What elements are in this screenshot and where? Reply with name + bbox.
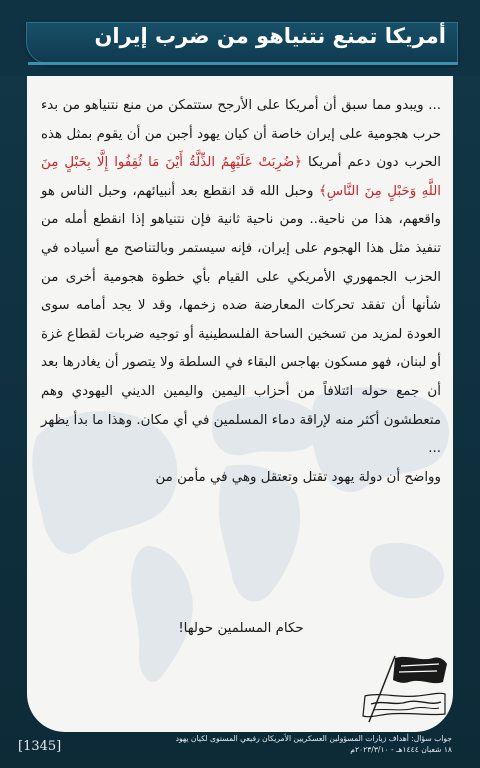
title-underline: [28, 62, 458, 65]
article-text-part2: وحبل الله قد انقطع بعد أنبيائهم، وحبل الناس هو واقعهم، هذا من ناحية.. ومن ناحية ثانية فإن نتنياهو إذا انقطع أمله من تنفيذ مثل هذا الهجوم على إيران، فإنه سيستمر وبالتناصح مع أسياده في الحزب الجمهوري الأمريكي على القيام بأي خطوة هجومية أخرى من شأنها أن تفقد تحركات المعارضة ضده زخمها، وقد لا يجد أمامه سوى العودة لمزيد من تسخين الساحة الفلسطينية أو توجيه ضربات لقطاع غزة أو لبنان، فهو مسكون بهاجس البقاء في السلطة ولا يتصور أن يغادرها بعد أن جمع حوله ائتلافاً من أحزاب اليمين واليمين الديني اليهودي وهم متعطشون أكثر منه لإراقة دماء المسلمين في أي مكان. وهذا ما بدأ يظهر ...: [41, 183, 441, 457]
page-title: أمريكا تمنع نتنياهو من ضرب إيران: [94, 24, 446, 48]
header-bar: [0, 0, 480, 76]
footer-caption-line1: جواب سؤال: أهداف زيارات المسؤولين العسكريين الأمريكان رفيعي المستوى لكيان يهود: [175, 734, 452, 743]
quran-verse: ﴿ضُرِبَتْ عَلَيْهِمُ الذِّلَّةُ أَيْنَ مَا ثُقِفُوا إِلَّا بِحَبْلٍ مِنَ اللَّهِ وَحَبْلٍ مِنَ النَّاسِ﴾: [41, 155, 441, 199]
article-closing-line: حكام المسلمين حولها!: [178, 621, 304, 636]
article-body: [41, 92, 441, 492]
footer-caption: [172, 734, 452, 755]
article-text-part3: وواضح أن دولة يهود تقتل وتعتقل وهي في مأمن من: [155, 469, 441, 485]
footer-caption-line2: ١٨ شعبان ١٤٤٤هـ - ٢٠٢٣/٣/١٠م: [350, 744, 452, 754]
page-number: [1345]: [18, 739, 62, 754]
article-card: [27, 76, 453, 732]
flag-emblem-logo: [359, 652, 449, 726]
article-text-part1: ... ويبدو مما سبق أن أمريكا على الأرجح ستتمكن من منع نتنياهو من بدء حرب هجومية على إيران خاصة أن كيان يهود أجبن من أن يقوم بمثل هذه الحرب دون دعم أمريكا: [41, 98, 441, 171]
